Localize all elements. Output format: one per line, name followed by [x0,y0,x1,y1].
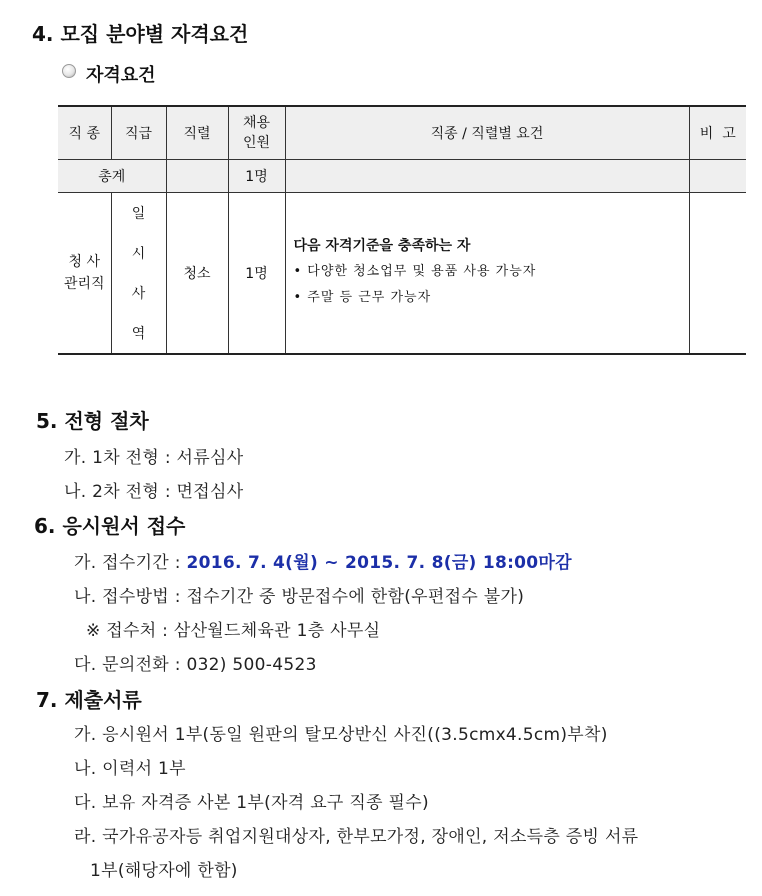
total-requirements-cell [285,160,689,193]
circle-bullet-icon [62,64,76,78]
section-4-heading: 4. 모집 분야별 자격요건 [32,22,249,46]
grade-char: 일 [131,206,146,222]
section-4-subheading: 자격요건 [86,65,156,86]
method-label: 나. 접수방법 : [74,587,187,607]
period-line [74,548,572,573]
section-5-item: 나. 2차 전형 : 면접심사 [64,482,244,502]
method-line [74,582,524,607]
grade-char: 사 [131,286,146,302]
header-requirements: 직종 / 직렬별 요건 [285,106,689,160]
place-line: ※ 접수처 : 삼산월드체육관 1층 사무실 [86,621,381,641]
total-note-cell [689,160,746,193]
document-item: 나. 이력서 1부 [74,759,186,779]
note-cell [689,193,746,355]
requirement-item: • 주말 등 근무 가능자 [293,290,432,305]
total-label: 총계 [58,160,166,193]
count-cell: 1명 [228,193,285,355]
requirements-table [58,105,746,355]
table-total-row [58,160,746,193]
series-cell: 청소 [166,193,228,355]
period-label: 가. 접수기간 : [74,553,187,573]
grade-char: 시 [131,246,146,262]
section-5-heading: 5. 전형 절차 [36,409,149,433]
period-value: 2016. 7. 4(월) ~ 2015. 7. 8(금) 18:00마감 [186,553,572,573]
section-6-heading: 6. 응시원서 접수 [34,514,186,538]
header-grade: 직급 [111,106,166,160]
job-type-cell: 청 사 관리직 [58,193,111,355]
grade-char: 역 [131,326,146,342]
document-item: 라. 국가유공자등 취업지원대상자, 한부모가정, 장애인, 저소득층 증빙 서류 [74,827,639,847]
header-series: 직렬 [166,106,228,160]
method-value: 접수기간 중 방문접수에 한함(우편접수 불가) [186,587,525,607]
requirements-cell [285,193,689,355]
document-item-continued: 1부(해당자에 한함) [90,861,238,881]
section-5-item: 가. 1차 전형 : 서류심사 [64,448,244,468]
section-7-heading: 7. 제출서류 [36,688,142,712]
table-header-row [58,106,746,160]
header-job-type: 직 종 [58,106,111,160]
table-row [58,193,746,355]
header-note: 비 고 [689,106,746,160]
grade-cell [111,193,166,355]
requirements-title: 다음 자격기준을 충족하는 자 [293,238,471,254]
document-item: 다. 보유 자격증 사본 1부(자격 요구 직종 필수) [74,793,429,813]
phone-line: 다. 문의전화 : 032) 500-4523 [74,655,317,675]
header-hiring-count: 채용 인원 [228,106,285,160]
total-series-cell [166,160,228,193]
total-count: 1명 [228,160,285,193]
requirement-item: • 다양한 청소업무 및 용품 사용 가능자 [293,264,537,279]
document-item: 가. 응시원서 1부(동일 원판의 탈모상반신 사진((3.5cmx4.5cm)부착) [74,725,608,745]
